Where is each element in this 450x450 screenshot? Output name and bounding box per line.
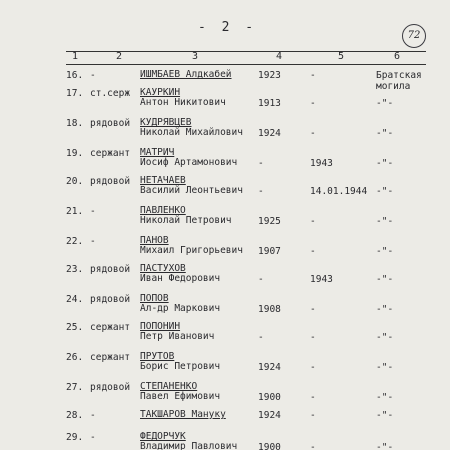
row-full-name <box>140 294 220 314</box>
row-rank: - <box>90 410 96 421</box>
column-header-3: 3 <box>192 51 199 62</box>
row-rank: - <box>90 206 96 217</box>
row-birth-year: 1900 <box>258 442 281 450</box>
row-birth-year: 1925 <box>258 216 281 227</box>
row-number: 28. <box>66 410 84 421</box>
row-death-date: - <box>310 410 316 421</box>
row-number: 17. <box>66 88 84 99</box>
row-burial-line1: -"- <box>376 128 394 139</box>
row-death-date: 1943 <box>310 158 333 169</box>
row-birth-year: 1923 <box>258 70 281 81</box>
row-burial-place <box>376 246 393 257</box>
column-header-6: 6 <box>394 51 401 62</box>
row-burial-line1: -"- <box>376 442 394 450</box>
row-given-name: Павел Ефимович <box>140 391 221 402</box>
row-death-date: - <box>310 332 316 343</box>
row-burial-place <box>376 158 393 169</box>
row-birth-year: 1913 <box>258 98 281 109</box>
row-death-date: - <box>310 362 316 373</box>
row-burial-place <box>376 332 393 343</box>
row-rank: ст.серж <box>90 88 131 99</box>
row-burial-line1: -"- <box>376 332 394 343</box>
header-rule-bottom <box>66 64 426 65</box>
row-full-name <box>140 322 214 342</box>
row-number: 19. <box>66 148 84 159</box>
row-number: 18. <box>66 118 84 129</box>
column-header-1: 1 <box>72 51 79 62</box>
row-given-name: Борис Петрович <box>140 361 221 372</box>
row-surname: СТЕПАНЕНКО <box>140 381 198 392</box>
row-birth-year: 1924 <box>258 362 281 373</box>
row-burial-line1: -"- <box>376 158 394 169</box>
row-death-date: - <box>310 442 316 450</box>
row-death-date: 1943 <box>310 274 333 285</box>
row-burial-line1: -"- <box>376 362 394 373</box>
row-burial-line1: -"- <box>376 304 394 315</box>
page-number: - 2 - <box>198 20 258 35</box>
archive-stamp: 72 <box>402 24 426 48</box>
row-death-date: - <box>310 392 316 403</box>
row-number: 26. <box>66 352 84 363</box>
column-header-row <box>66 49 422 65</box>
row-number: 22. <box>66 236 84 247</box>
row-rank: рядовой <box>90 176 131 187</box>
column-header-4: 4 <box>276 51 283 62</box>
row-burial-place <box>376 442 393 450</box>
row-given-name: Михаил Григорьевич <box>140 245 243 256</box>
column-header-5: 5 <box>338 51 345 62</box>
row-burial-line1: -"- <box>376 246 394 257</box>
row-rank: - <box>90 236 96 247</box>
row-full-name <box>140 176 243 196</box>
row-surname: ФЕДОРЧУК <box>140 431 186 442</box>
row-death-date: 14.01.1944 <box>310 186 368 197</box>
row-burial-line1: -"- <box>376 186 394 197</box>
row-full-name <box>140 118 243 138</box>
row-full-name <box>140 352 220 372</box>
row-rank: рядовой <box>90 118 131 129</box>
row-surname: ИШМБАЕВ Алдкабей <box>140 69 232 80</box>
row-given-name: Николай Михайлович <box>140 127 243 138</box>
row-death-date: - <box>310 216 316 227</box>
row-rank: сержант <box>90 322 131 333</box>
row-surname: ПОПОНИН <box>140 321 181 332</box>
row-number: 29. <box>66 432 84 443</box>
row-surname: КУДРЯВЦЕВ <box>140 117 192 128</box>
row-number: 27. <box>66 382 84 393</box>
row-burial-place <box>376 70 422 92</box>
row-full-name <box>140 148 237 168</box>
row-burial-line1: -"- <box>376 410 394 421</box>
row-birth-year: - <box>258 274 264 285</box>
row-rank: - <box>90 432 96 443</box>
row-surname: ПРУТОВ <box>140 351 175 362</box>
row-death-date: - <box>310 70 316 81</box>
row-birth-year: - <box>258 186 264 197</box>
row-surname: ПАСТУХОВ <box>140 263 186 274</box>
row-given-name: Владимир Павлович <box>140 441 238 450</box>
row-burial-line1: -"- <box>376 392 394 403</box>
row-burial-line2: -"- <box>376 98 394 109</box>
row-burial-place <box>376 98 393 109</box>
row-death-date: - <box>310 128 316 139</box>
row-full-name <box>140 382 220 402</box>
row-burial-line1: Братская <box>376 70 422 81</box>
row-full-name <box>140 88 226 108</box>
row-surname: КАУРКИН <box>140 87 181 98</box>
row-birth-year: 1900 <box>258 392 281 403</box>
row-burial-line2: могила <box>376 81 411 92</box>
row-death-date: - <box>310 246 316 257</box>
row-full-name <box>140 236 243 256</box>
row-birth-year: - <box>258 332 264 343</box>
row-burial-line1: -"- <box>376 274 394 285</box>
row-full-name <box>140 206 232 226</box>
row-given-name: Ал-др Маркович <box>140 303 221 314</box>
column-header-2: 2 <box>116 51 123 62</box>
row-birth-year: 1924 <box>258 410 281 421</box>
row-number: 24. <box>66 294 84 305</box>
row-full-name <box>140 410 226 420</box>
row-birth-year: 1908 <box>258 304 281 315</box>
row-burial-place <box>376 410 393 421</box>
row-full-name <box>140 264 220 284</box>
row-burial-place <box>376 362 393 373</box>
row-rank: рядовой <box>90 294 131 305</box>
row-given-name: Николай Петрович <box>140 215 232 226</box>
row-death-date: - <box>310 98 316 109</box>
row-surname: МАТРИЧ <box>140 147 175 158</box>
row-number: 23. <box>66 264 84 275</box>
row-rank: сержант <box>90 148 131 159</box>
row-surname: ПАНОВ <box>140 235 169 246</box>
row-surname: ПОПОВ <box>140 293 169 304</box>
row-burial-place <box>376 216 393 227</box>
row-number: 20. <box>66 176 84 187</box>
row-birth-year: 1924 <box>258 128 281 139</box>
row-burial-place <box>376 304 393 315</box>
row-burial-place <box>376 128 393 139</box>
row-birth-year: - <box>258 158 264 169</box>
row-burial-place <box>376 392 393 403</box>
row-birth-year: 1907 <box>258 246 281 257</box>
row-given-name: Петр Иванович <box>140 331 215 342</box>
row-given-name: Антон Никитович <box>140 97 226 108</box>
row-rank: рядовой <box>90 382 131 393</box>
row-given-name: Иван Федорович <box>140 273 221 284</box>
row-rank: сержант <box>90 352 131 363</box>
row-burial-place <box>376 186 393 197</box>
row-rank: рядовой <box>90 264 131 275</box>
row-number: 25. <box>66 322 84 333</box>
row-surname: НЕТАЧАЕВ <box>140 175 186 186</box>
row-rank: - <box>90 70 96 81</box>
row-full-name <box>140 70 232 80</box>
row-full-name <box>140 432 237 450</box>
row-surname: ПАВЛЕНКО <box>140 205 186 216</box>
row-death-date: - <box>310 304 316 315</box>
row-number: 16. <box>66 70 84 81</box>
row-given-name: Василий Леонтьевич <box>140 185 243 196</box>
row-given-name: Иосиф Артамонович <box>140 157 238 168</box>
row-burial-place <box>376 274 393 285</box>
row-surname: ТАКШАРОВ Мануку <box>140 409 226 420</box>
row-burial-line1: -"- <box>376 216 394 227</box>
row-number: 21. <box>66 206 84 217</box>
